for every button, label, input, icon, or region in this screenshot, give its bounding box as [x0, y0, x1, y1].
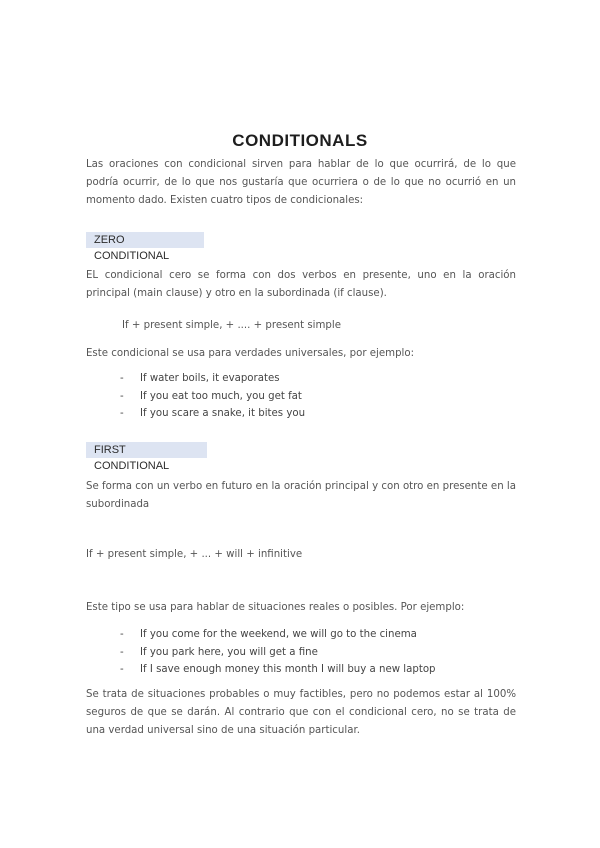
list-item	[120, 370, 305, 388]
zero-description: EL condicional cero se forma con dos verbos en presente, uno en la oración principal (main clause) y otro en la subordinada (if clause).	[86, 270, 516, 299]
zero-conditional-heading: ZERO CONDITIONAL	[86, 232, 204, 248]
page-title: CONDITIONALS	[232, 131, 368, 150]
list-dash: -	[120, 373, 124, 384]
list-item	[120, 626, 436, 644]
intro-paragraph: Las oraciones con condicional sirven para hablar de lo que ocurrirá, de lo que podría ocurrir, de lo que nos gustaría que ocurriera o de lo que no ocurrió en un momento dado. Existen cuatro tipos de condicionales:	[86, 159, 516, 206]
list-item	[120, 388, 305, 406]
zero-usage: Este condicional se usa para verdades universales, por ejemplo:	[86, 348, 415, 359]
example-text: If you scare a snake, it bites you	[140, 408, 306, 419]
example-text: If water boils, it evaporates	[140, 373, 280, 384]
first-closing: Se trata de situaciones probables o muy factibles, pero no podemos estar al 100% seguros de que se darán. Al contrario que con el condicional cero, no se trata de una verdad universal sino de una situación particular.	[86, 689, 516, 736]
list-item	[120, 644, 436, 662]
list-dash: -	[120, 664, 124, 675]
zero-formula: If + present simple, + .... + present simple	[122, 320, 342, 331]
example-text: If you eat too much, you get fat	[140, 390, 302, 402]
first-examples-list	[120, 626, 436, 679]
first-usage: Este tipo se usa para hablar de situaciones reales o posibles. Por ejemplo:	[86, 602, 465, 613]
first-description: Se forma con un verbo en futuro en la oración principal y con otro en presente en la subordinada	[86, 481, 516, 510]
list-dash: -	[120, 390, 124, 402]
list-item	[120, 405, 305, 423]
zero-examples-list	[120, 370, 305, 423]
list-item	[120, 661, 436, 679]
first-formula: If + present simple, + ... + will + infinitive	[86, 549, 303, 560]
example-text: If I save enough money this month I will buy a new laptop	[140, 664, 436, 675]
example-text: If you come for the weekend, we will go to the cinema	[140, 629, 417, 640]
example-text: If you park here, you will get a fine	[140, 646, 318, 658]
list-dash: -	[120, 629, 124, 640]
list-dash: -	[120, 646, 124, 658]
first-conditional-heading: FIRST CONDITIONAL	[86, 442, 207, 458]
list-dash: -	[120, 408, 124, 419]
